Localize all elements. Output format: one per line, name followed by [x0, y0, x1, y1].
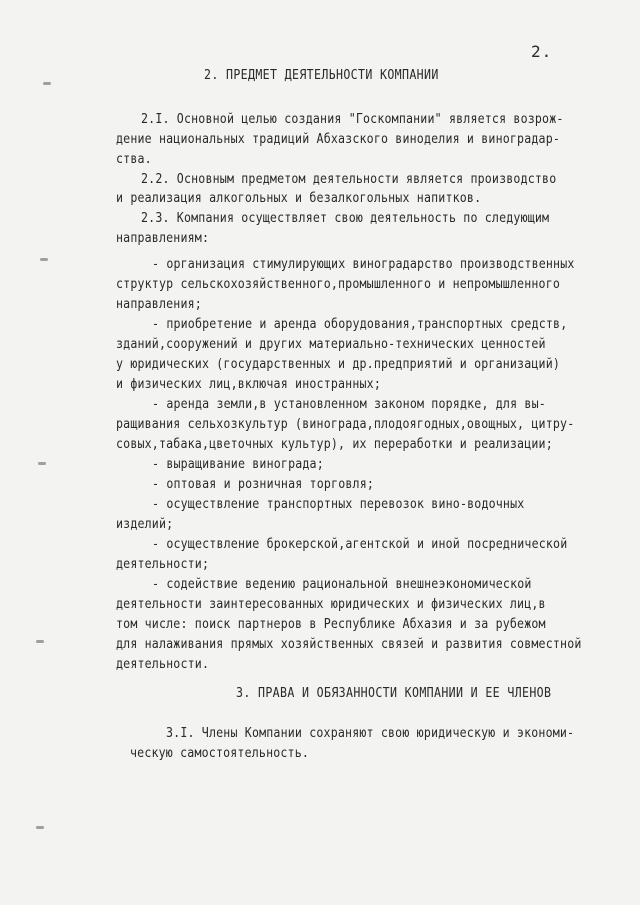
- paragraph-line: 2.2. Основным предметом деятельности является производство: [141, 171, 557, 187]
- punch-hole-mark: [43, 82, 51, 85]
- punch-hole-mark: [40, 258, 48, 261]
- punch-hole-mark: [38, 462, 46, 465]
- paragraph-line: направлениям:: [116, 230, 210, 246]
- paragraph-line: деятельности;: [116, 556, 210, 572]
- punch-hole-mark: [36, 640, 44, 643]
- paragraph-line: - приобретение и аренда оборудования,транспортных средств,: [152, 316, 568, 332]
- paragraph-line: структур сельскохозяйственного,промышленного и непромышленного: [116, 276, 561, 292]
- paragraph-line: 2.I. Основной целью создания "Госкомпании" является возрож-: [141, 111, 564, 127]
- paragraph-line: дение национальных традиций Абхазского виноделия и виноградар-: [116, 131, 561, 147]
- paragraph-line: и физических лиц,включая иностранных;: [116, 376, 381, 392]
- paragraph-line: 3.I. Члены Компании сохраняют свою юридическую и экономи-: [166, 725, 575, 741]
- paragraph-line: и реализация алкогольных и безалкогольных напитков.: [116, 190, 482, 206]
- paragraph-line: для налаживания прямых хозяйственных связей и развития совместной: [116, 636, 582, 652]
- paragraph-line: - осуществление транспортных перевозок вино-водочных: [152, 496, 525, 512]
- paragraph-line: зданий,сооружений и других материально-технических ценностей: [116, 336, 546, 352]
- paragraph-line: 2.3. Компания осуществляет свою деятельность по следующим: [141, 210, 550, 226]
- paragraph-line: ращивания сельхозкультур (винограда,плодоягодных,овощных, цитру-: [116, 416, 575, 432]
- paragraph-line: ческую самостоятельность.: [130, 745, 310, 761]
- punch-hole-mark: [36, 826, 44, 829]
- paragraph-line: - организация стимулирующих виноградарство производственных: [152, 256, 575, 272]
- paragraph-line: - аренда земли,в установленном законом порядке, для вы-: [152, 396, 546, 412]
- paragraph-line: - содействие ведению рациональной внешнеэкономической: [152, 576, 532, 592]
- paragraph-line: направления;: [116, 296, 202, 312]
- paragraph-line: совых,табака,цветочных культур), их переработки и реализации;: [116, 436, 553, 452]
- paragraph-line: изделий;: [116, 516, 174, 532]
- paragraph-line: - осуществление брокерской,агентской и иной посреднической: [152, 536, 568, 552]
- paragraph-line: - выращивание винограда;: [152, 456, 324, 472]
- paragraph-line: у юридических (государственных и др.предприятий и организаций): [116, 356, 561, 372]
- paragraph-line: - оптовая и розничная торговля;: [152, 476, 375, 492]
- page-number: 2.: [531, 42, 553, 61]
- section-2-heading: 2. ПРЕДМЕТ ДЕЯТЕЛЬНОСТИ КОМПАНИИ: [204, 67, 439, 83]
- section-3-heading: 3. ПРАВА И ОБЯЗАННОСТИ КОМПАНИИ И ЕЕ ЧЛЕНОВ: [236, 685, 552, 701]
- paragraph-line: ства.: [116, 151, 152, 167]
- paragraph-line: деятельности.: [116, 656, 210, 672]
- paragraph-line: деятельности заинтересованных юридических и физических лиц,в: [116, 596, 546, 612]
- paragraph-line: том числе: поиск партнеров в Республике Абхазия и за рубежом: [116, 616, 546, 632]
